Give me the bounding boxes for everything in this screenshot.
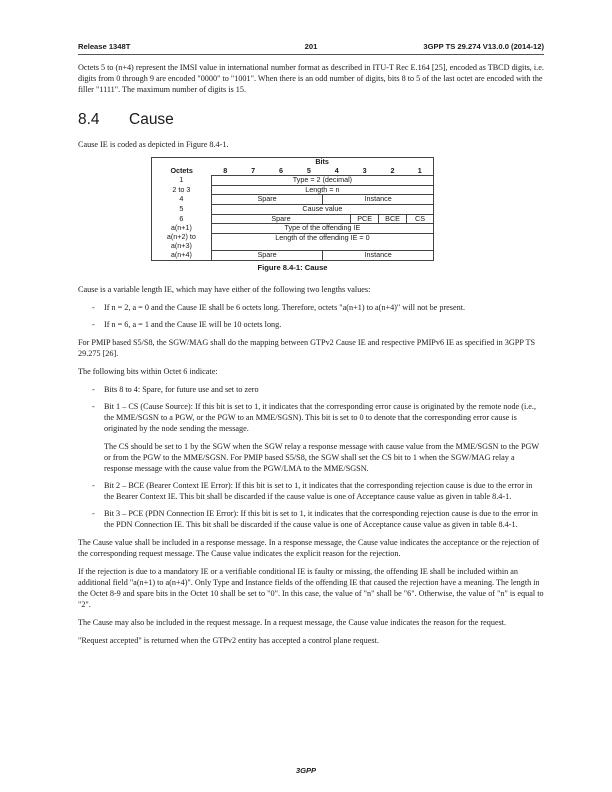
octet-label: 5 [179, 203, 184, 213]
page-footer: 3GPP [295, 766, 317, 775]
header-page-number: 201 [304, 42, 318, 51]
octet-label: 6 [179, 213, 184, 223]
cs-field: CS [407, 214, 434, 224]
para-lengths: Cause is a variable length IE, which may have either of the following two lengths values: [78, 284, 371, 294]
bce-field: BCE [379, 214, 407, 224]
section-number: 8.4 [78, 111, 100, 128]
cause-ie-table [151, 157, 434, 261]
bit-number: 2 [390, 165, 395, 175]
length-field: Length = n [211, 185, 433, 195]
spare-field: Spare [211, 250, 323, 260]
octet-label: a(n+3) [170, 240, 192, 250]
figure-caption: Figure 8.4-1: Cause [257, 262, 328, 272]
para-response: The Cause value shall be included in a response message. In a response message, the Cause value indicates the acceptance or the rejection of the corresponding request message. The Cause value indicates the explicit reason for the rejection. [78, 537, 540, 558]
header-release: Release 1348T [78, 42, 131, 51]
header-rule [78, 54, 544, 55]
octet-label: a(n+2) to [166, 232, 196, 242]
octet-label: a(n+1) [170, 223, 192, 233]
bit-number: 7 [251, 165, 256, 175]
page-body [78, 62, 544, 653]
bit-number: 1 [417, 165, 422, 175]
octet-label: a(n+4) [170, 249, 192, 259]
intro-paragraph: Octets 5 to (n+4) represent the IMSI value in international number format as described in ITU-T Rec E.164 [25], encoded as TBCD digits, i.e. digits from 0 through 9 are encoded "0000" to "1001". When there is an odd number of digits, bits 8 to 5 of the last octet are encoded with the filler "1111". The maximum number of digits is 15. [78, 63, 544, 94]
pce-field: PCE [351, 214, 379, 224]
offending-ie-type-field: Type of the offending IE [211, 224, 433, 234]
cause-value-field: Cause value [211, 204, 433, 214]
list-item: - If n = 2, a = 0 and the Cause IE shall be 6 octets long. Therefore, octets "a(n+1) to a(n+4)" will not be present. [92, 302, 544, 313]
offending-ie-length-field: Length of the offending IE = 0 [211, 233, 433, 250]
cs-description: - Bit 1 – CS (Cause Source): If this bit is set to 1, it indicates that the corresponding error cause is originated by the remote node (i.e., the MME/SGSN to a PGW, or the PGW to an MME/SGSN). This bit is set to 0 to denote that the corresponding error cause is originated by the node sending the message. [104, 401, 537, 433]
header-spec-id: 3GPP TS 29.274 V13.0.0 (2014-12) [423, 42, 544, 51]
page-header [78, 42, 544, 54]
list-item: - Bits 8 to 4: Spare, for future use and set to zero [92, 384, 544, 395]
bit-number: 6 [278, 165, 283, 175]
instance-field: Instance [323, 195, 434, 205]
para-rejection: If the rejection is due to a mandatory IE or a verifiable conditional IE is faulty or missing, the offending IE shall be included within an additional field "a(n+1) to a(n+4)". Only Type and Instance fields of the offending IE that caused the rejection have a meaning. The length in the Octet 8-9 and spare bits in the Octet 10 shall be set to "0". In this case, the value of "n" shall be "6". Otherwise, the value of "n" is equal to "2". [78, 566, 544, 609]
para-request: The Cause may also be included in the request message. In a request message, the Cause value indicates the reason for the request. [78, 617, 507, 627]
spare-field: Spare [211, 214, 350, 224]
section-title: Cause [129, 111, 174, 128]
section-intro: Cause IE is coded as depicted in Figure 8.4-1. [78, 140, 229, 149]
octet-label: 2 to 3 [172, 184, 191, 194]
list-item [92, 401, 544, 474]
bit-number: 4 [334, 165, 339, 175]
list-item: - If n = 6, a = 1 and the Cause IE will be 10 octets long. [92, 319, 544, 330]
bit-number: 3 [362, 165, 367, 175]
cs-relay-note: The CS should be set to 1 by the SGW when the SGW relay a response message with cause value from the MME/SGSN to the PGW or from the PGW to the MME/SGSN. For PMIP based S5/S8, the SGW shall set the CS bit to 1 when the SGW/MAG relay a response message with the cause value from the PGW/LMA to the MME/SGSN. [104, 441, 540, 473]
instance-field: Instance [323, 250, 434, 260]
bit-list [78, 384, 544, 530]
bit-number: 5 [306, 165, 311, 175]
spare-field: Spare [211, 195, 323, 205]
octet-label: 4 [179, 194, 184, 204]
list-item: - Bit 2 – BCE (Bearer Context IE Error): If this bit is set to 1, it indicates that the corresponding rejection cause is due to the error in the Bearer Context IE. This bit shall be discarded if the cause value is one of Acceptance cause value as given in table 8.4-1. [92, 480, 544, 502]
bits-label: Bits [315, 157, 329, 166]
bit-number: 8 [223, 165, 228, 175]
list-item: - Bit 3 – PCE (PDN Connection IE Error): If this bit is set to 1, it indicates that the corresponding rejection cause is due to the error in the PDN Connection IE. This bit shall be discarded if the cause value is one of Acceptance cause value as given in table 8.4-1. [92, 508, 544, 530]
length-list [78, 302, 544, 330]
cause-ie-figure [151, 157, 434, 273]
type-field: Type = 2 (decimal) [211, 176, 433, 186]
para-pmip: For PMIP based S5/S8, the SGW/MAG shall do the mapping between GTPv2 Cause IE and respective PMIPv6 IE as specified in 3GPP TS 29.275 [26]. [78, 337, 536, 358]
section-heading [78, 111, 544, 129]
para-bits: The following bits within Octet 6 indicate: [78, 366, 218, 376]
octets-label: Octets [170, 165, 193, 175]
para-accepted: "Request accepted" is returned when the GTPv2 entity has accepted a control plane request. [78, 635, 379, 645]
octet-label: 1 [179, 175, 184, 185]
